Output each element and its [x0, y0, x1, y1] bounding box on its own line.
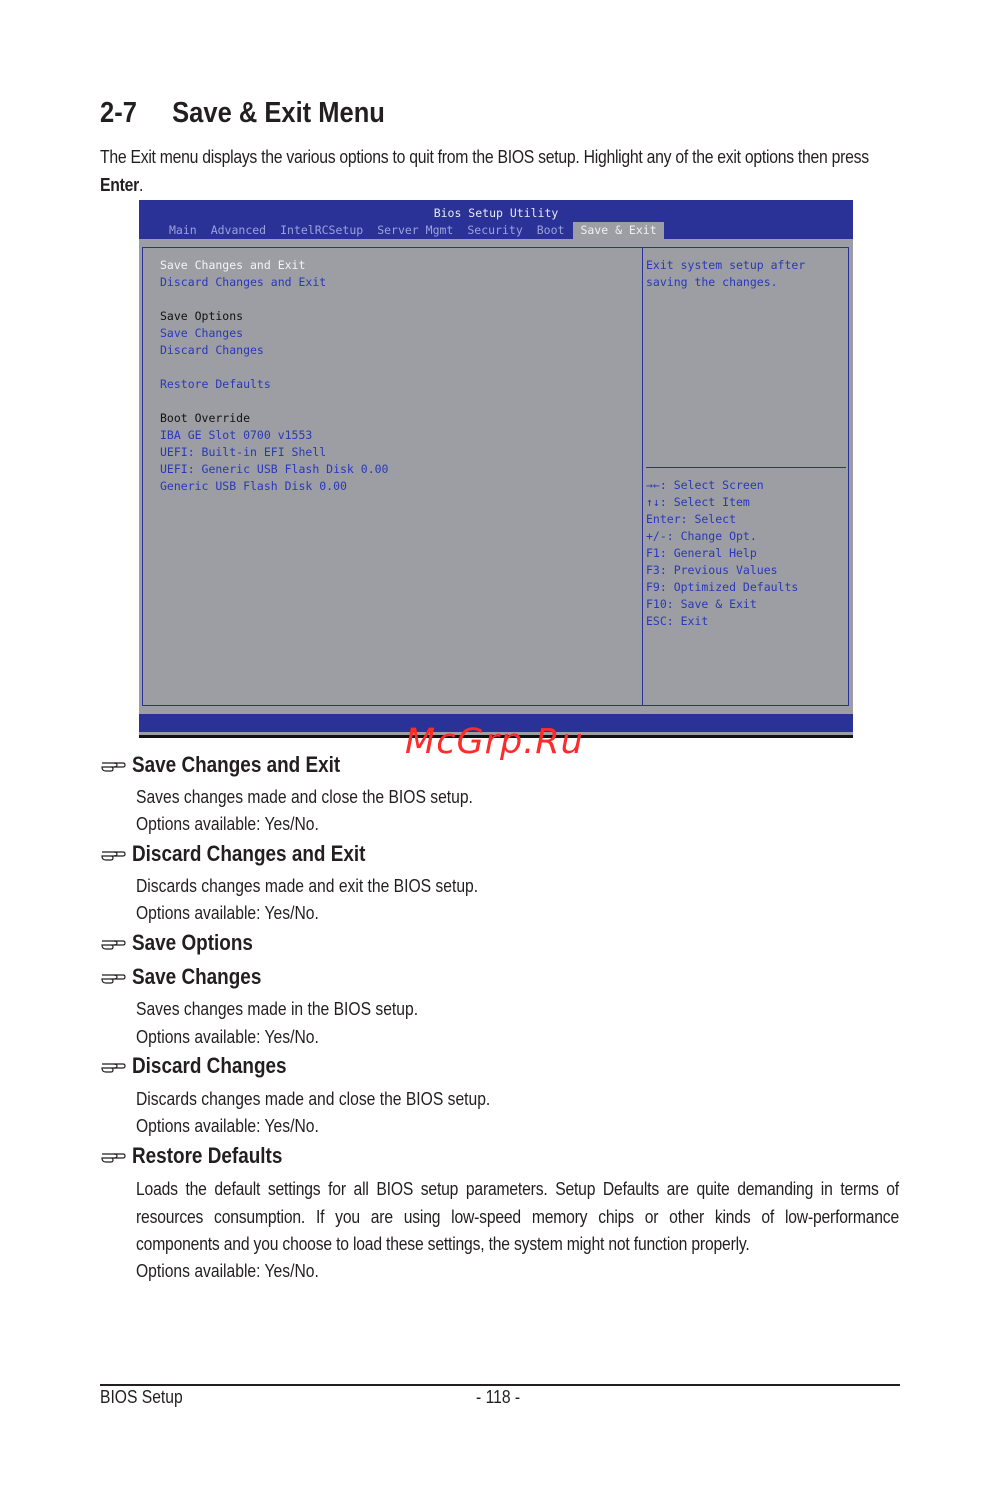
option-heading — [100, 1142, 307, 1170]
bios-key-help: F1: General Help — [646, 546, 757, 560]
bios-help-divider — [646, 467, 846, 468]
bios-tab-server-mgmt[interactable]: Server Mgmt — [377, 223, 454, 237]
option-description: Loads the default settings for all BIOS setup parameters. Setup Defaults are quite demanding in terms of resources consumption. If you are using low-speed memory chips or other kinds of low-performance components and you choose to load these settings, the system might not function properly. — [136, 1179, 899, 1254]
bios-tab-intelrcsetup[interactable]: IntelRCSetup — [280, 223, 364, 237]
pointing-hand-icon — [100, 1146, 126, 1166]
option-heading — [100, 1052, 312, 1080]
intro-end: . — [138, 175, 144, 195]
option-description: Options available: Yes/No. — [136, 903, 319, 923]
footer-chapter: BIOS Setup — [100, 1387, 183, 1407]
bios-header-save-options: Save Options — [160, 309, 244, 323]
option-title: Save Options — [132, 930, 253, 955]
bios-item-boot-uefi-usb[interactable]: UEFI: Generic USB Flash Disk 0.00 — [160, 462, 389, 476]
bios-item-boot-iba-ge[interactable]: IBA GE Slot 0700 v1553 — [160, 428, 313, 442]
option-heading — [100, 751, 374, 779]
watermark: McGrp.Ru — [405, 722, 584, 762]
intro-emphasis: Enter — [100, 175, 139, 195]
bios-help-text: saving the changes. — [646, 275, 778, 289]
bios-menu-panel — [142, 247, 643, 706]
option-description: Options available: Yes/No. — [136, 814, 319, 834]
bios-tab-boot[interactable]: Boot — [536, 223, 565, 237]
bios-key-help: ESC: Exit — [646, 614, 709, 628]
option-description: Discards changes made and exit the BIOS setup. — [136, 876, 479, 896]
bios-title-bar — [139, 200, 853, 239]
bios-key-help: ↑↓: Select Item — [646, 495, 750, 509]
bios-screenshot — [139, 200, 853, 738]
bios-key-help: F9: Optimized Defaults — [646, 580, 799, 594]
intro-text: The Exit menu displays the various options to quit from the BIOS setup. Highlight any of the exit options then press — [100, 147, 869, 167]
pointing-hand-icon — [100, 967, 126, 987]
option-description: Options available: Yes/No. — [136, 1116, 319, 1136]
bios-key-help: →←: Select Screen — [646, 478, 764, 492]
option-title: Discard Changes and Exit — [132, 841, 366, 866]
bios-tab-save-exit[interactable]: Save & Exit — [573, 222, 663, 239]
option-heading — [100, 929, 273, 957]
intro-paragraph — [100, 143, 901, 199]
option-title: Restore Defaults — [132, 1143, 283, 1168]
option-heading — [100, 840, 403, 868]
pointing-hand-icon — [100, 933, 126, 953]
bios-item-discard-changes-and-exit[interactable]: Discard Changes and Exit — [160, 275, 327, 289]
bios-tab-main[interactable]: Main — [169, 223, 197, 237]
option-title: Save Changes — [132, 964, 262, 989]
bios-item-save-changes[interactable]: Save Changes — [160, 326, 244, 340]
page-number: - 118 - — [476, 1387, 521, 1407]
bios-tab-advanced[interactable]: Advanced — [210, 223, 267, 237]
option-description: Options available: Yes/No. — [136, 1027, 319, 1047]
option-heading — [100, 963, 282, 991]
option-description: Saves changes made in the BIOS setup. — [136, 999, 419, 1019]
bios-key-help: F10: Save & Exit — [646, 597, 757, 611]
section-number: 2-7 — [100, 97, 137, 129]
bios-tab-security[interactable]: Security — [467, 223, 523, 237]
bios-key-help: Enter: Select — [646, 512, 737, 526]
option-description: Discards changes made and close the BIOS setup. — [136, 1089, 491, 1109]
pointing-hand-icon — [100, 844, 126, 864]
bios-item-save-changes-and-exit[interactable]: Save Changes and Exit — [160, 258, 306, 272]
bios-item-discard-changes[interactable]: Discard Changes — [160, 343, 264, 357]
section-heading — [100, 97, 385, 130]
bios-help-text: Exit system setup after — [646, 258, 806, 272]
bios-item-boot-efi-shell[interactable]: UEFI: Built-in EFI Shell — [160, 445, 327, 459]
section-title: Save & Exit Menu — [172, 97, 385, 129]
option-description: Options available: Yes/No. — [136, 1261, 319, 1281]
bios-key-help: +/-: Change Opt. — [646, 529, 757, 543]
pointing-hand-icon — [100, 1056, 126, 1076]
bios-item-restore-defaults[interactable]: Restore Defaults — [160, 377, 271, 391]
bios-title: Bios Setup Utility — [433, 206, 559, 220]
bios-key-help: F3: Previous Values — [646, 563, 778, 577]
option-description: Saves changes made and close the BIOS setup. — [136, 787, 473, 807]
bios-help-panel — [642, 247, 849, 706]
bios-tab-bar — [162, 222, 664, 239]
bios-item-boot-usb[interactable]: Generic USB Flash Disk 0.00 — [160, 479, 347, 493]
footer-divider — [100, 1384, 900, 1386]
bios-header-boot-override: Boot Override — [160, 411, 251, 425]
pointing-hand-icon — [100, 755, 126, 775]
option-title: Save Changes and Exit — [132, 752, 341, 777]
option-title: Discard Changes — [132, 1053, 287, 1078]
